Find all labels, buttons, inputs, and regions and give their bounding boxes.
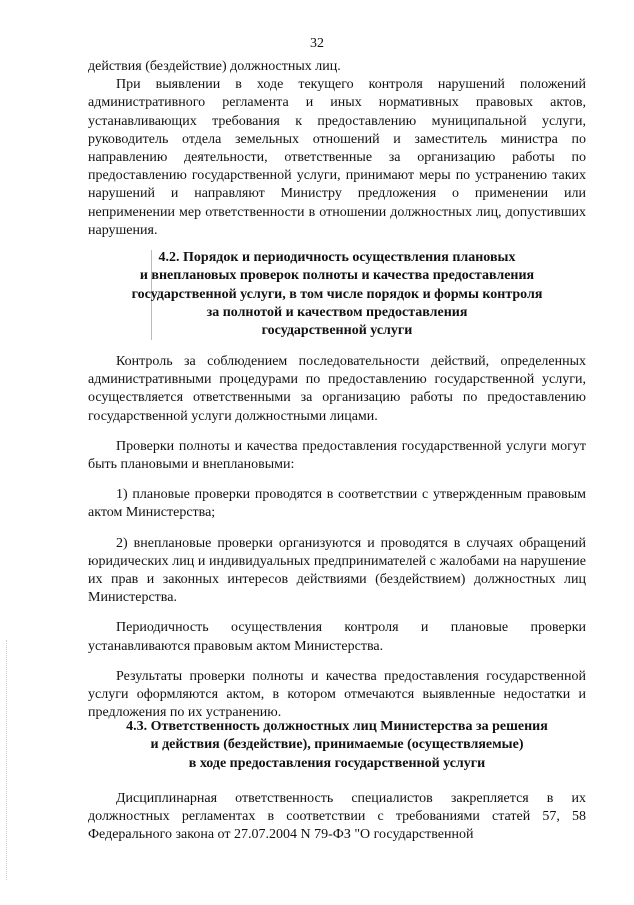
- paragraph-discipline: Дисциплинарная ответственность специалистов закрепляется в их должностных регламентах в соответствии с требованиями статей 57, 58 Федерального закона от 27.07.2004 N 79-ФЗ "О государственной: [88, 791, 586, 843]
- scan-edge-artifact: [6, 640, 7, 880]
- list-item-planned: 1) плановые проверки проводятся в соответствии с утвержденным правовым актом Министерства;: [88, 487, 586, 521]
- heading-4-2-line: государственной услуги, в том числе порядок и формы контроля: [131, 286, 543, 302]
- paragraph-periodicity: Периодичность осуществления контроля и плановые проверки устанавливаются правовым актом Министерства.: [88, 620, 586, 654]
- heading-4-2-line: государственной услуги: [261, 323, 413, 339]
- paragraph-results: Результаты проверки полноты и качества предоставления государственной услуги оформляются актом, в котором отмечаются выявленные недостатки и предложения по их устранению.: [88, 668, 586, 721]
- page-number: 32: [310, 36, 324, 51]
- section-4-1-end: [88, 58, 586, 240]
- heading-4-2-line: и внеплановых проверок полноты и качества предоставления: [139, 268, 535, 284]
- paragraph-control: Контроль за соблюдением последовательности действий, определенных административными процедурами по предоставлению государственной услуги, осуществляется ответственными за организацию работы по предоставлению государственной услуги должностными лицами.: [88, 354, 586, 424]
- list-item-unplanned: 2) внеплановые проверки организуются и проводятся в случаях обращений юридических лиц и индивидуальных предпринимателей с жалобами на нарушение их прав и законных интересов действиями (бездействием) должностных лиц Министерства.: [88, 535, 586, 606]
- heading-4-3: [88, 718, 586, 773]
- paragraph-intro: действия (бездействие) должностных лиц.: [88, 59, 341, 74]
- heading-4-3-line: в ходе предоставления государственной услуги: [188, 755, 486, 771]
- heading-4-2-line: 4.2. Порядок и периодичность осуществления плановых: [158, 250, 516, 265]
- paragraph-violations: При выявлении в ходе текущего контроля нарушений положений административного регламента и иных нормативных правовых актов, устанавливающих требования к предоставлению муниципальной услуги, руководитель отдела земельных отношений и заместитель министра по направлению деятельности, ответственные за организацию работы по предоставлению государственной услуги, принимают меры по устранению таких нарушений и направляют Министру предложения о применении или неприменении мер ответственности в отношении должностных лиц, допустивших нарушения.: [88, 77, 586, 238]
- heading-4-2-line: за полнотой и качеством предоставления: [206, 304, 468, 320]
- heading-4-3-line: 4.3. Ответственность должностных лиц Министерства за решения: [126, 719, 548, 734]
- heading-4-3-line: и действия (бездействие), принимаемые (осуществляемые): [150, 737, 524, 753]
- heading-4-2: [88, 249, 586, 340]
- section-4-2-body: [88, 353, 586, 722]
- section-4-3-body: [88, 790, 586, 845]
- paragraph-checks: Проверки полноты и качества предоставления государственной услуги могут быть плановыми и внеплановыми:: [88, 438, 586, 473]
